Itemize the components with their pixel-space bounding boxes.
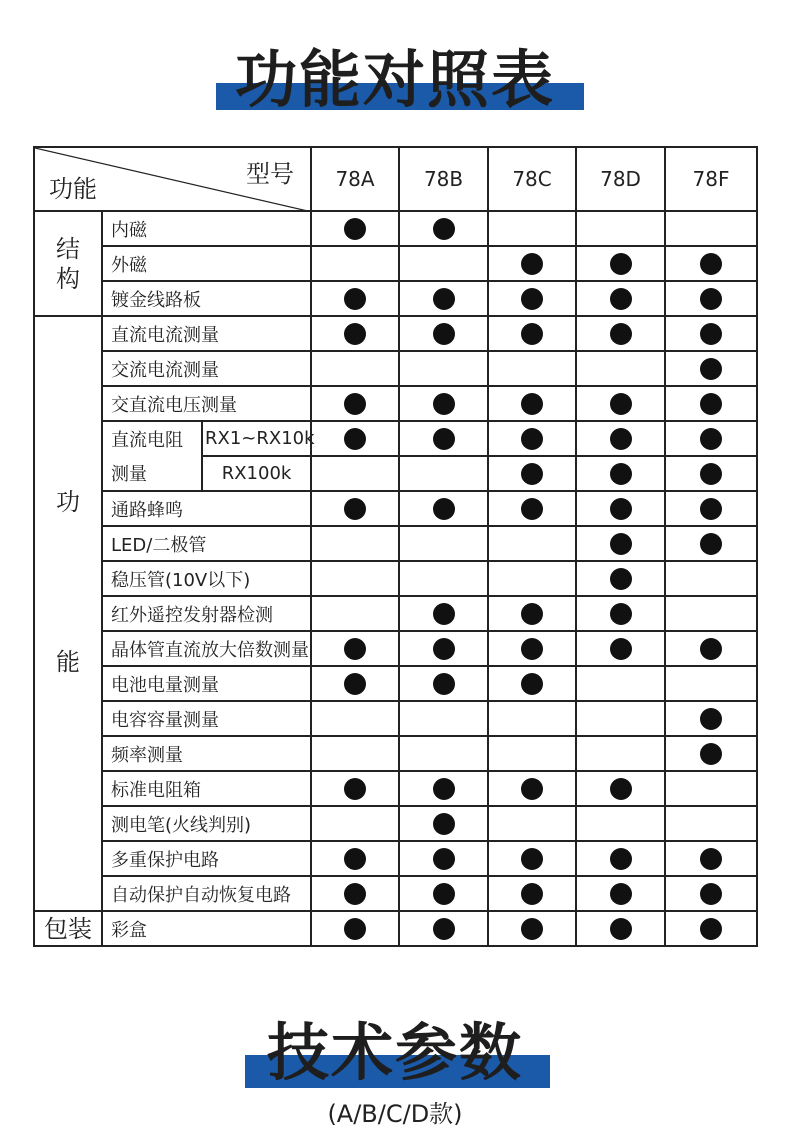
mark-cell-78F (665, 701, 757, 736)
mark-cell-78B (399, 281, 488, 316)
mark-cell-78D (576, 316, 665, 351)
mark-cell-78D (576, 246, 665, 281)
section-subtitle: (A/B/C/D款) (327, 1100, 463, 1128)
model-header-78B: 78B (399, 147, 488, 211)
category-cell (34, 911, 102, 946)
mark-cell-78C (488, 316, 576, 351)
feature-label: 镀金线路板 (102, 281, 311, 316)
filled-dot-icon (344, 288, 366, 310)
mark-cell-78A (311, 421, 399, 456)
mark-cell-78D (576, 631, 665, 666)
mark-cell-78C (488, 211, 576, 246)
mark-cell-78C (488, 666, 576, 701)
table-row (34, 491, 757, 526)
mark-cell-78F (665, 666, 757, 701)
feature-label: 标准电阻箱 (102, 771, 311, 806)
mark-cell-78F (665, 841, 757, 876)
mark-cell-78C (488, 596, 576, 631)
mark-cell-78C (488, 701, 576, 736)
feature-sub-label: RX1~RX10k (202, 421, 311, 456)
filled-dot-icon (344, 848, 366, 870)
page-title: 功能对照表 (234, 43, 555, 116)
filled-dot-icon (344, 918, 366, 940)
mark-cell-78D (576, 736, 665, 771)
category-label: 包装 (44, 914, 92, 943)
filled-dot-icon (610, 393, 632, 415)
mark-cell-78D (576, 596, 665, 631)
mark-cell-78A (311, 456, 399, 491)
model-header-78C: 78C (488, 147, 576, 211)
filled-dot-icon (610, 603, 632, 625)
mark-cell-78B (399, 736, 488, 771)
category-label: 功 (56, 488, 80, 516)
mark-cell-78B (399, 596, 488, 631)
mark-cell-78A (311, 351, 399, 386)
table-row (34, 876, 757, 911)
section-title: 技术参数 (266, 1016, 523, 1089)
mark-cell-78F (665, 421, 757, 456)
model-header-78D: 78D (576, 147, 665, 211)
table-row (34, 246, 757, 281)
mark-cell-78F (665, 911, 757, 946)
mark-cell-78D (576, 876, 665, 911)
mark-cell-78C (488, 561, 576, 596)
mark-cell-78B (399, 316, 488, 351)
filled-dot-icon (344, 498, 366, 520)
table-row (34, 351, 757, 386)
mark-cell-78A (311, 526, 399, 561)
feature-label: 内磁 (102, 211, 311, 246)
header-model-label: 型号 (246, 160, 295, 188)
filled-dot-icon (521, 638, 543, 660)
table-row (34, 526, 757, 561)
mark-cell-78A (311, 561, 399, 596)
mark-cell-78C (488, 631, 576, 666)
feature-label: 直流电阻 (102, 421, 202, 456)
filled-dot-icon (700, 323, 722, 345)
feature-label: 交直流电压测量 (102, 386, 311, 421)
table-row (34, 316, 757, 351)
mark-cell-78D (576, 911, 665, 946)
filled-dot-icon (700, 358, 722, 380)
table-row (34, 841, 757, 876)
mark-cell-78A (311, 911, 399, 946)
feature-sub-label: RX100k (202, 456, 311, 491)
mark-cell-78F (665, 211, 757, 246)
filled-dot-icon (521, 288, 543, 310)
feature-label: 电容容量测量 (102, 701, 311, 736)
filled-dot-icon (521, 323, 543, 345)
filled-dot-icon (433, 918, 455, 940)
mark-cell-78D (576, 211, 665, 246)
mark-cell-78A (311, 386, 399, 421)
mark-cell-78D (576, 351, 665, 386)
mark-cell-78A (311, 876, 399, 911)
mark-cell-78F (665, 526, 757, 561)
mark-cell-78B (399, 771, 488, 806)
filled-dot-icon (700, 253, 722, 275)
filled-dot-icon (700, 498, 722, 520)
model-header-78F: 78F (665, 147, 757, 211)
filled-dot-icon (610, 918, 632, 940)
mark-cell-78A (311, 806, 399, 841)
table-row (34, 631, 757, 666)
feature-label: 红外遥控发射器检测 (102, 596, 311, 631)
mark-cell-78C (488, 911, 576, 946)
mark-cell-78B (399, 491, 488, 526)
header-function-label: 功能 (49, 175, 97, 203)
mark-cell-78C (488, 876, 576, 911)
filled-dot-icon (700, 848, 722, 870)
filled-dot-icon (433, 288, 455, 310)
table-row (34, 281, 757, 316)
filled-dot-icon (610, 253, 632, 275)
table-row (34, 736, 757, 771)
table-row (34, 771, 757, 806)
feature-label: 通路蜂鸣 (102, 491, 311, 526)
mark-cell-78D (576, 666, 665, 701)
filled-dot-icon (700, 428, 722, 450)
filled-dot-icon (521, 393, 543, 415)
mark-cell-78F (665, 876, 757, 911)
mark-cell-78B (399, 386, 488, 421)
mark-cell-78F (665, 351, 757, 386)
table-row (34, 911, 757, 946)
feature-label: 电池电量测量 (102, 666, 311, 701)
header-diagonal-cell (34, 147, 311, 211)
filled-dot-icon (433, 218, 455, 240)
mark-cell-78D (576, 771, 665, 806)
mark-cell-78F (665, 806, 757, 841)
mark-cell-78B (399, 526, 488, 561)
filled-dot-icon (700, 918, 722, 940)
filled-dot-icon (433, 673, 455, 695)
mark-cell-78A (311, 736, 399, 771)
mark-cell-78A (311, 666, 399, 701)
filled-dot-icon (433, 393, 455, 415)
filled-dot-icon (433, 778, 455, 800)
mark-cell-78F (665, 771, 757, 806)
mark-cell-78B (399, 421, 488, 456)
feature-label: LED/二极管 (102, 526, 311, 561)
mark-cell-78A (311, 246, 399, 281)
mark-cell-78F (665, 736, 757, 771)
mark-cell-78D (576, 491, 665, 526)
feature-label: 直流电流测量 (102, 316, 311, 351)
feature-label: 测电笔(火线判别) (102, 806, 311, 841)
filled-dot-icon (344, 218, 366, 240)
mark-cell-78D (576, 456, 665, 491)
filled-dot-icon (700, 708, 722, 730)
filled-dot-icon (610, 568, 632, 590)
table-header-row (34, 147, 757, 211)
filled-dot-icon (521, 253, 543, 275)
mark-cell-78B (399, 841, 488, 876)
mark-cell-78A (311, 596, 399, 631)
filled-dot-icon (610, 533, 632, 555)
filled-dot-icon (433, 638, 455, 660)
filled-dot-icon (610, 848, 632, 870)
table-row (34, 561, 757, 596)
filled-dot-icon (521, 603, 543, 625)
filled-dot-icon (344, 883, 366, 905)
category-cell (34, 211, 102, 316)
filled-dot-icon (521, 673, 543, 695)
mark-cell-78F (665, 281, 757, 316)
filled-dot-icon (433, 428, 455, 450)
mark-cell-78B (399, 876, 488, 911)
feature-label: 自动保护自动恢复电路 (102, 876, 311, 911)
filled-dot-icon (700, 463, 722, 485)
mark-cell-78F (665, 596, 757, 631)
filled-dot-icon (610, 288, 632, 310)
filled-dot-icon (433, 603, 455, 625)
filled-dot-icon (700, 393, 722, 415)
mark-cell-78A (311, 771, 399, 806)
mark-cell-78A (311, 316, 399, 351)
filled-dot-icon (344, 428, 366, 450)
filled-dot-icon (700, 743, 722, 765)
filled-dot-icon (344, 638, 366, 660)
filled-dot-icon (700, 533, 722, 555)
filled-dot-icon (610, 428, 632, 450)
filled-dot-icon (610, 463, 632, 485)
mark-cell-78C (488, 771, 576, 806)
mark-cell-78D (576, 386, 665, 421)
filled-dot-icon (344, 323, 366, 345)
mark-cell-78B (399, 911, 488, 946)
filled-dot-icon (700, 883, 722, 905)
feature-label: 晶体管直流放大倍数测量 (102, 631, 311, 666)
filled-dot-icon (344, 393, 366, 415)
mark-cell-78C (488, 491, 576, 526)
mark-cell-78C (488, 736, 576, 771)
mark-cell-78D (576, 526, 665, 561)
filled-dot-icon (433, 498, 455, 520)
mark-cell-78C (488, 386, 576, 421)
mark-cell-78B (399, 806, 488, 841)
mark-cell-78C (488, 456, 576, 491)
table-row (34, 386, 757, 421)
filled-dot-icon (344, 673, 366, 695)
mark-cell-78F (665, 386, 757, 421)
mark-cell-78B (399, 456, 488, 491)
function-comparison-table (33, 146, 758, 947)
feature-label: 外磁 (102, 246, 311, 281)
mark-cell-78C (488, 421, 576, 456)
filled-dot-icon (521, 848, 543, 870)
mark-cell-78C (488, 841, 576, 876)
table-row (34, 701, 757, 736)
mark-cell-78C (488, 526, 576, 561)
category-cell (34, 316, 102, 911)
filled-dot-icon (610, 323, 632, 345)
mark-cell-78D (576, 561, 665, 596)
filled-dot-icon (521, 918, 543, 940)
filled-dot-icon (521, 498, 543, 520)
filled-dot-icon (433, 813, 455, 835)
model-header-78A: 78A (311, 147, 399, 211)
feature-label: 测量 (102, 456, 202, 491)
filled-dot-icon (700, 638, 722, 660)
mark-cell-78A (311, 701, 399, 736)
filled-dot-icon (433, 848, 455, 870)
mark-cell-78A (311, 841, 399, 876)
feature-label: 彩盒 (102, 911, 311, 946)
mark-cell-78F (665, 631, 757, 666)
mark-cell-78C (488, 351, 576, 386)
mark-cell-78B (399, 561, 488, 596)
mark-cell-78B (399, 701, 488, 736)
filled-dot-icon (610, 883, 632, 905)
mark-cell-78A (311, 491, 399, 526)
filled-dot-icon (610, 638, 632, 660)
table-row (34, 211, 757, 246)
filled-dot-icon (610, 778, 632, 800)
feature-label: 交流电流测量 (102, 351, 311, 386)
filled-dot-icon (433, 323, 455, 345)
table-row (34, 421, 757, 456)
mark-cell-78D (576, 281, 665, 316)
mark-cell-78B (399, 351, 488, 386)
mark-cell-78D (576, 841, 665, 876)
filled-dot-icon (521, 778, 543, 800)
mark-cell-78B (399, 666, 488, 701)
mark-cell-78F (665, 316, 757, 351)
table-row (34, 666, 757, 701)
mark-cell-78F (665, 561, 757, 596)
filled-dot-icon (700, 288, 722, 310)
feature-label: 稳压管(10V以下) (102, 561, 311, 596)
mark-cell-78A (311, 631, 399, 666)
filled-dot-icon (433, 883, 455, 905)
mark-cell-78B (399, 211, 488, 246)
feature-label: 频率测量 (102, 736, 311, 771)
mark-cell-78A (311, 211, 399, 246)
filled-dot-icon (344, 778, 366, 800)
filled-dot-icon (521, 883, 543, 905)
mark-cell-78F (665, 491, 757, 526)
mark-cell-78C (488, 806, 576, 841)
table-row (34, 806, 757, 841)
mark-cell-78A (311, 281, 399, 316)
category-label: 结 (56, 234, 80, 263)
feature-label: 多重保护电路 (102, 841, 311, 876)
mark-cell-78F (665, 246, 757, 281)
mark-cell-78D (576, 806, 665, 841)
mark-cell-78B (399, 246, 488, 281)
category-label: 构 (56, 264, 80, 293)
mark-cell-78D (576, 701, 665, 736)
mark-cell-78D (576, 421, 665, 456)
mark-cell-78C (488, 246, 576, 281)
mark-cell-78C (488, 281, 576, 316)
table-row (34, 456, 757, 491)
mark-cell-78F (665, 456, 757, 491)
category-label: 能 (56, 648, 80, 676)
filled-dot-icon (521, 428, 543, 450)
mark-cell-78B (399, 631, 488, 666)
filled-dot-icon (610, 498, 632, 520)
filled-dot-icon (521, 463, 543, 485)
table-row (34, 596, 757, 631)
